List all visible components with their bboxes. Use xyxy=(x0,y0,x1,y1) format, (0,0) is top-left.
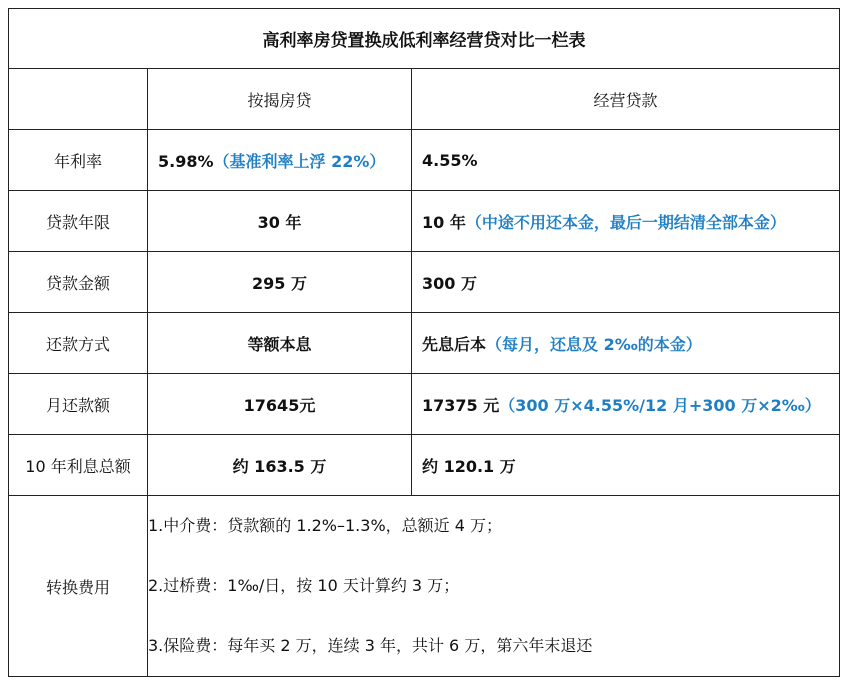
mortgage-value: 5.98% xyxy=(158,151,214,171)
business-value: 17375 元 xyxy=(422,395,500,415)
mortgage-cell xyxy=(148,191,412,252)
conversion-cost-item: 1.中介费：贷款额的 1.2%–1.3%，总额近 4 万； xyxy=(148,516,503,535)
mortgage-cell xyxy=(148,435,412,496)
table-row xyxy=(9,252,840,313)
row-label: 贷款金额 xyxy=(9,252,148,313)
comparison-sheet xyxy=(8,8,839,676)
mortgage-note: （基准利率上浮 22%） xyxy=(213,151,386,171)
business-cell xyxy=(412,130,840,191)
conversion-cost-row xyxy=(9,496,840,677)
table-row xyxy=(9,313,840,374)
row-label: 月还款额 xyxy=(9,374,148,435)
business-cell xyxy=(412,435,840,496)
table-title: 高利率房贷置换成低利率经营贷对比一栏表 xyxy=(9,9,840,69)
mortgage-cell xyxy=(148,313,412,374)
header-mortgage: 按揭房贷 xyxy=(148,69,412,130)
business-value: 先息后本 xyxy=(422,334,487,354)
row-label: 10 年利息总额 xyxy=(9,435,148,496)
business-value: 约 120.1 万 xyxy=(422,456,516,476)
row-label: 还款方式 xyxy=(9,313,148,374)
title-row xyxy=(9,9,840,69)
header-empty-cell xyxy=(9,69,148,130)
row-label: 年利率 xyxy=(9,130,148,191)
header-row xyxy=(9,69,840,130)
business-cell xyxy=(412,313,840,374)
mortgage-value: 约 163.5 万 xyxy=(232,456,327,476)
mortgage-value: 等额本息 xyxy=(247,334,312,354)
mortgage-value: 17645元 xyxy=(243,395,316,415)
business-cell xyxy=(412,191,840,252)
table-row xyxy=(9,435,840,496)
mortgage-cell xyxy=(148,374,412,435)
business-note: （中途不用还本金，最后一期结清全部本金） xyxy=(465,212,786,232)
conversion-cost-cell xyxy=(148,496,840,677)
table-row xyxy=(9,130,840,191)
mortgage-cell xyxy=(148,252,412,313)
business-cell xyxy=(412,252,840,313)
mortgage-value: 295 万 xyxy=(252,273,307,293)
business-value: 10 年 xyxy=(422,212,466,232)
conversion-cost-item: 3.保险费：每年买 2 万，连续 3 年，共计 6 万，第六年末退还 xyxy=(148,636,593,655)
mortgage-value: 30 年 xyxy=(257,212,302,232)
conversion-cost-label: 转换费用 xyxy=(9,496,148,677)
business-cell xyxy=(412,374,840,435)
business-value: 4.55% xyxy=(422,150,478,170)
table-row xyxy=(9,191,840,252)
header-business-loan: 经营贷款 xyxy=(412,69,840,130)
row-label: 贷款年限 xyxy=(9,191,148,252)
conversion-cost-item: 2.过桥费：1‰/日，按 10 天计算约 3 万； xyxy=(148,576,460,595)
table-row xyxy=(9,374,840,435)
business-value: 300 万 xyxy=(422,273,477,293)
comparison-table xyxy=(8,8,840,677)
business-note: （300 万×4.55%/12 月+300 万×2‰） xyxy=(499,395,821,415)
business-note: （每月，还息及 2‰的本金） xyxy=(486,334,702,354)
mortgage-cell xyxy=(148,130,412,191)
